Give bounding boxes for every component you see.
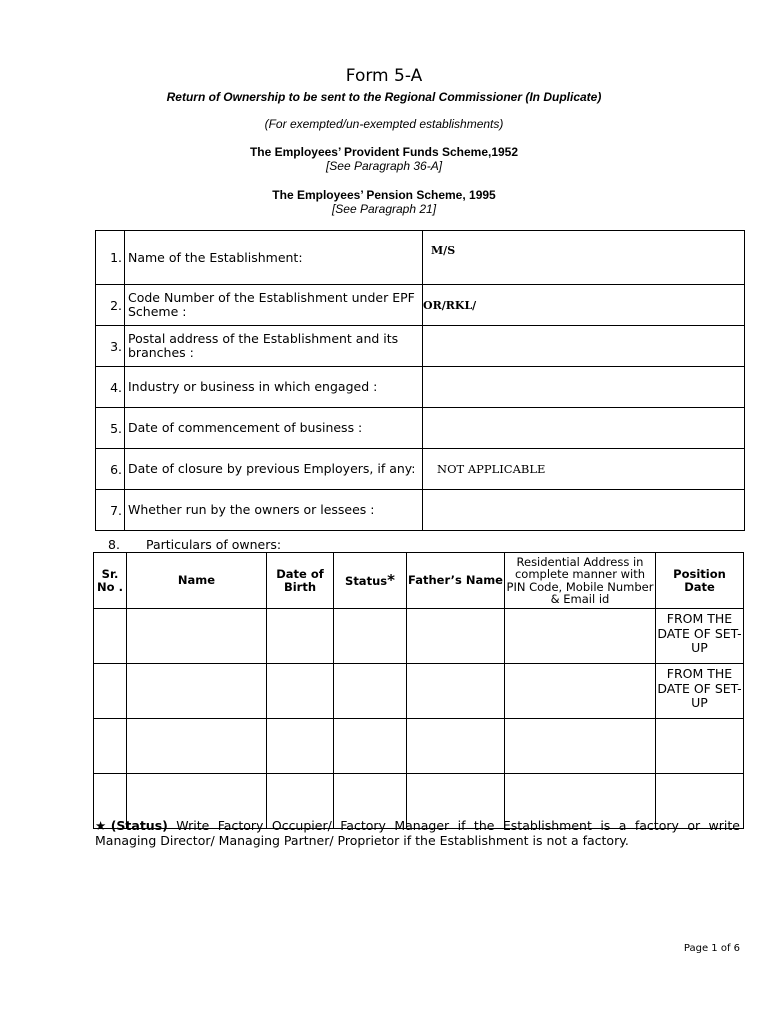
name-cell[interactable] — [127, 609, 267, 664]
info-row-address — [96, 326, 745, 367]
col-header-name: Name — [127, 553, 267, 609]
dob-cell[interactable] — [267, 609, 334, 664]
info-row-code — [96, 285, 745, 326]
status-asterisk: * — [387, 570, 395, 589]
owners-header-row — [94, 553, 744, 609]
row-number: 2. — [96, 285, 125, 326]
sr-cell[interactable] — [94, 609, 127, 664]
address-cell[interactable] — [505, 609, 656, 664]
info-row-name — [96, 231, 745, 285]
owners-table — [93, 552, 744, 829]
row-label: Postal address of the Establishment and its branches : — [125, 326, 423, 367]
col-header-status — [334, 553, 407, 609]
name-cell[interactable] — [127, 664, 267, 719]
run-by-value[interactable] — [423, 490, 745, 531]
establishment-info-table — [95, 230, 745, 531]
status-key: (Status) — [110, 818, 168, 833]
scheme-epf-reference: [See Paragraph 36-A] — [325, 159, 443, 173]
col-header-sr-no: Sr. No . — [94, 553, 127, 609]
col-header-address: Residential Address in complete manner with PIN Code, Mobile Number & Email id — [505, 553, 656, 609]
father-name-cell[interactable] — [407, 609, 505, 664]
form-note: (For exempted/un-exempted establishments) — [264, 117, 504, 131]
establishment-name-value[interactable]: M/S — [423, 231, 745, 285]
sr-cell[interactable] — [94, 719, 127, 774]
col-header-dob: Date of Birth — [267, 553, 334, 609]
info-row-industry — [96, 367, 745, 408]
sr-cell[interactable] — [94, 664, 127, 719]
row-number: 1. — [96, 231, 125, 285]
row-label: Code Number of the Establishment under EPF Scheme : — [125, 285, 423, 326]
table-row — [94, 609, 744, 664]
commencement-date-value[interactable] — [423, 408, 745, 449]
owners-section-heading — [108, 537, 282, 552]
industry-value[interactable] — [423, 367, 745, 408]
table-row — [94, 664, 744, 719]
status-cell[interactable] — [334, 609, 407, 664]
father-name-cell[interactable] — [407, 719, 505, 774]
name-cell[interactable] — [127, 719, 267, 774]
section-label: Particulars of owners: — [146, 537, 282, 552]
status-label: Status — [345, 573, 388, 588]
row-number: 6. — [96, 449, 125, 490]
position-date-cell[interactable]: FROM THE DATE OF SET-UP — [656, 664, 744, 719]
address-cell[interactable] — [505, 719, 656, 774]
row-label: Name of the Establishment: — [125, 231, 423, 285]
info-row-commencement — [96, 408, 745, 449]
table-row — [94, 719, 744, 774]
status-cell[interactable] — [334, 719, 407, 774]
row-number: 7. — [96, 490, 125, 531]
row-label: Whether run by the owners or lessees : — [125, 490, 423, 531]
position-date-cell[interactable]: FROM THE DATE OF SET-UP — [656, 609, 744, 664]
status-instructions: Write Factory Occupier/ Factory Manager if the Establishment is a factory or write Managing Director/ Managing Partner/ Proprietor if the Establishment is not a factory. — [95, 818, 740, 848]
position-date-cell[interactable] — [656, 719, 744, 774]
row-label: Industry or business in which engaged : — [125, 367, 423, 408]
form-title: Form 5-A — [345, 66, 423, 86]
form-subtitle: Return of Ownership to be sent to the Regional Commissioner (In Duplicate) — [166, 90, 602, 104]
address-cell[interactable] — [505, 664, 656, 719]
status-footnote — [95, 819, 740, 848]
status-cell[interactable] — [334, 664, 407, 719]
col-header-position-date: Position Date — [656, 553, 744, 609]
row-number: 5. — [96, 408, 125, 449]
col-header-father-name: Father’s Name — [407, 553, 505, 609]
establishment-code-value[interactable]: OR/RKL/ — [423, 285, 745, 326]
section-number: 8. — [108, 537, 120, 552]
dob-cell[interactable] — [267, 664, 334, 719]
closure-date-value[interactable]: NOT APPLICABLE — [423, 449, 745, 490]
scheme-pension-reference: [See Paragraph 21] — [331, 202, 437, 216]
scheme-pension-title: The Employees’ Pension Scheme, 1995 — [272, 188, 496, 202]
dob-cell[interactable] — [267, 719, 334, 774]
row-label: Date of closure by previous Employers, if any: — [125, 449, 423, 490]
info-row-closure — [96, 449, 745, 490]
page-number: Page 1 of 6 — [683, 943, 740, 954]
scheme-epf-title: The Employees’ Provident Funds Scheme,1952 — [249, 145, 519, 159]
father-name-cell[interactable] — [407, 664, 505, 719]
info-row-run-by — [96, 490, 745, 531]
star-icon: ★ — [95, 818, 111, 833]
row-number: 3. — [96, 326, 125, 367]
row-label: Date of commencement of business : — [125, 408, 423, 449]
postal-address-value[interactable] — [423, 326, 745, 367]
row-number: 4. — [96, 367, 125, 408]
